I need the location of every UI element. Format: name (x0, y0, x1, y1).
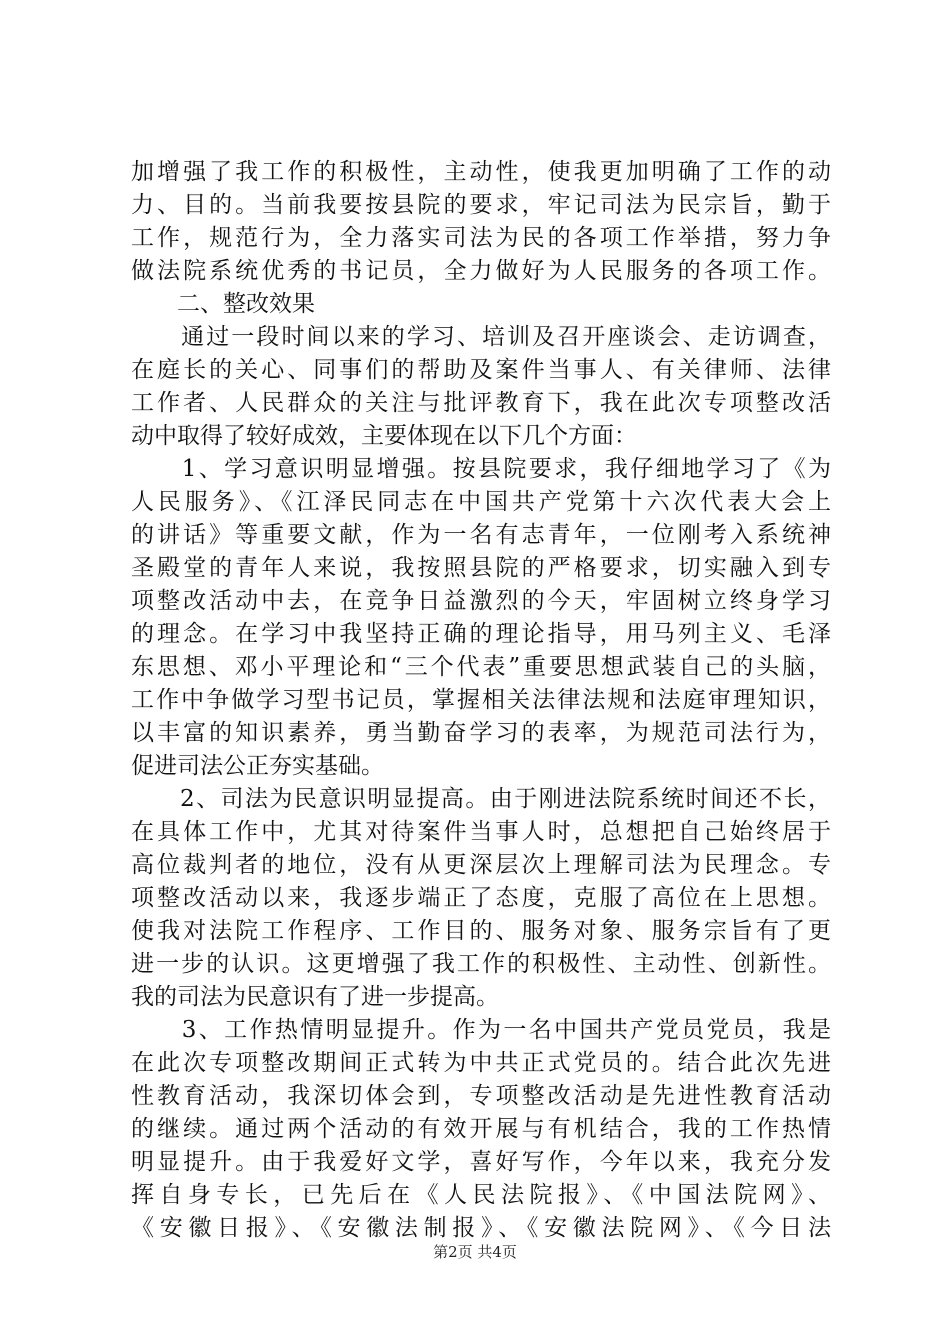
text-line: 进一步的认识。这更增强了我工作的积极性、主动性、创新性。 (131, 951, 831, 977)
text-line: 在具体工作中，尤其对待案件当事人时，总想把自己始终居于 (131, 819, 831, 845)
text-line: 东思想、邓小平理论和“三个代表”重要思想武装自己的头脑， (131, 654, 831, 680)
text-line: 做法院系统优秀的书记员，全力做好为人民服务的各项工作。 (131, 258, 831, 284)
text-line: 在庭长的关心、同事们的帮助及案件当事人、有关律师、法律 (131, 357, 831, 383)
text-line: 项整改活动中去，在竞争日益激烈的今天，牢固树立终身学习 (131, 588, 831, 614)
text-line: 二、整改效果 (131, 291, 315, 317)
text-line: 促进司法公正夯实基础。 (131, 753, 384, 779)
text-line: 明显提升。由于我爱好文学，喜好写作，今年以来，我充分发 (131, 1149, 831, 1175)
text-line: 在此次专项整改期间正式转为中共正式党员的。结合此次先进 (131, 1050, 831, 1076)
text-line: 项整改活动以来，我逐步端正了态度，克服了高位在上思想。 (131, 885, 831, 911)
text-line: 我的司法为民意识有了进一步提高。 (131, 984, 499, 1010)
text-line: 工作，规范行为，全力落实司法为民的各项工作举措，努力争 (131, 225, 831, 251)
text-line: 以丰富的知识素养，勇当勤奋学习的表率，为规范司法行为， (131, 720, 831, 746)
page-footer: 第2页 共4页 (433, 1243, 517, 1261)
text-line: 人民服务》、《江泽民同志在中国共产党第十六次代表大会上 (131, 489, 831, 515)
text-line: 使我对法院工作程序、工作目的、服务对象、服务宗旨有了更 (131, 918, 831, 944)
text-line: 通过一段时间以来的学习、培训及召开座谈会、走访调查， (131, 324, 831, 350)
text-line: 高位裁判者的地位，没有从更深层次上理解司法为民理念。专 (131, 852, 831, 878)
text-line: 挥自身专长，已先后在《人民法院报》、《中国法院网》、 (131, 1182, 831, 1208)
text-line: 力、目的。当前我要按县院的要求，牢记司法为民宗旨，勤于 (131, 192, 831, 218)
text-line: 的讲话》等重要文献，作为一名有志青年，一位刚考入系统神 (131, 522, 831, 548)
text-line: 工作中争做学习型书记员，掌握相关法律法规和法庭审理知识， (131, 687, 831, 713)
text-line: 加增强了我工作的积极性，主动性，使我更加明确了工作的动 (131, 159, 831, 185)
text-line: 性教育活动，我深切体会到，专项整改活动是先进性教育活动 (131, 1083, 831, 1109)
text-line: 2、司法为民意识明显提高。由于刚进法院系统时间还不长， (131, 786, 831, 812)
text-line: 3、工作热情明显提升。作为一名中国共产党员党员，我是 (131, 1017, 831, 1043)
text-line: 工作者、人民群众的关注与批评教育下，我在此次专项整改活 (131, 390, 831, 416)
text-line: 动中取得了较好成效，主要体现在以下几个方面： (131, 423, 637, 449)
text-line: 的继续。通过两个活动的有效开展与有机结合，我的工作热情 (131, 1116, 831, 1142)
text-line: 圣殿堂的青年人来说，我按照县院的严格要求，切实融入到专 (131, 555, 831, 581)
text-line: 1、学习意识明显增强。按县院要求，我仔细地学习了《为 (131, 456, 831, 482)
text-line: 的理念。在学习中我坚持正确的理论指导，用马列主义、毛泽 (131, 621, 831, 647)
text-line: 《安徽日报》、《安徽法制报》、《安徽法院网》、《今日法 (131, 1215, 831, 1241)
document-body (131, 156, 831, 1245)
